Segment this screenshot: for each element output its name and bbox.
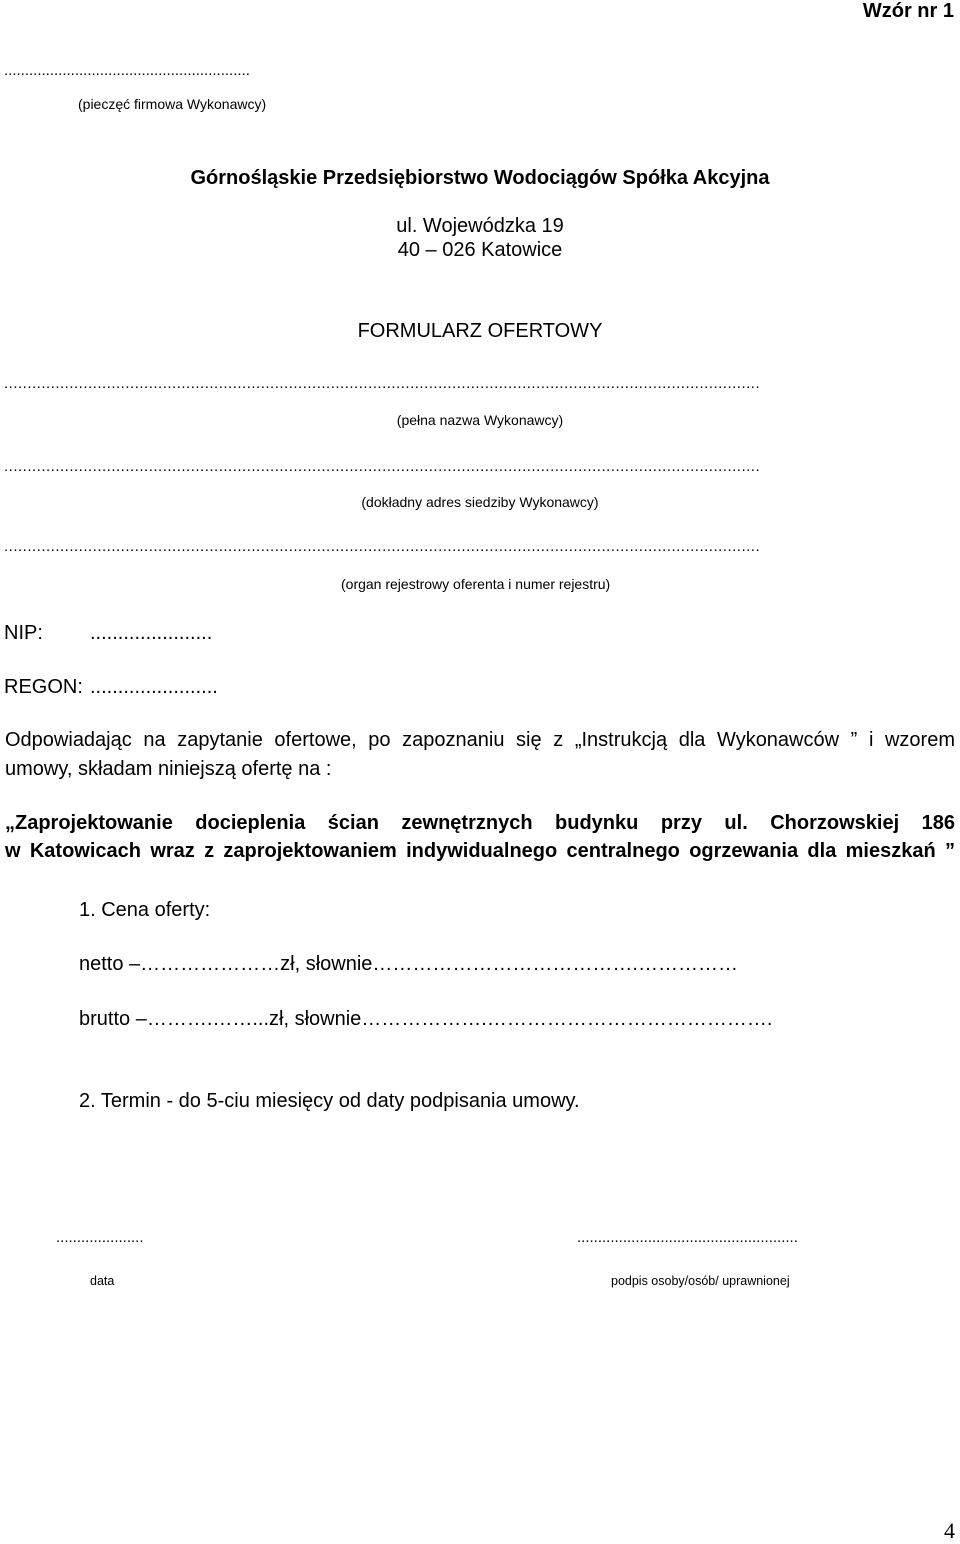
nip-label: NIP: xyxy=(4,622,43,644)
contractor-name-label: (pełna nazwa Wykonawcy) xyxy=(396,412,564,428)
regon-dots: ....................... xyxy=(90,676,218,698)
subject-line-1: „Zaprojektowanie docieplenia ścian zewnętrznych budynku przy ul. Chorzowskiej 186 xyxy=(5,812,955,834)
regon-label: REGON: xyxy=(4,676,83,698)
addressee-street: ul. Wojewódzka 19 xyxy=(396,215,564,237)
page-number: 4 xyxy=(944,1518,955,1543)
intro-line-1: Odpowiadając na zapytanie ofertowe, po zapoznaniu się z „Instrukcją dla Wykonawców ” i wzorem xyxy=(5,729,955,751)
price-brutto: brutto –……….……...zł, słownie……………….……………………………………. xyxy=(79,1008,773,1030)
term: 2. Termin - do 5-ciu miesięcy od daty podpisania umowy. xyxy=(79,1090,580,1112)
addressee-city: 40 – 026 Katowice xyxy=(397,239,563,261)
contractor-address-label: (dokładny adres siedziby Wykonawcy) xyxy=(361,494,599,510)
date-dots: ..................... xyxy=(56,1229,144,1246)
contractor-registry-dots: .................................................................................................................................................................. xyxy=(4,538,761,555)
subject-line-2: w Katowicach wraz z zaprojektowaniem indywidualnego centralnego ogrzewania dla mieszkań ” xyxy=(5,840,955,862)
stamp-dots: ........................................................... xyxy=(4,62,250,79)
contractor-address-dots: .................................................................................................................................................................. xyxy=(4,458,761,475)
stamp-label: (pieczęć firmowa Wykonawcy) xyxy=(78,96,267,112)
addressee-name: Górnośląskie Przedsiębiorstwo Wodociągów Spółka Akcyjna xyxy=(190,167,770,189)
signature-label: podpis osoby/osób/ uprawnionej xyxy=(611,1274,790,1288)
price-netto: netto –…………………zł, słownie………………………………….…………… xyxy=(79,953,738,975)
intro-line-2: umowy, składam niniejszą ofertę na : xyxy=(5,758,332,780)
form-title: FORMULARZ OFERTOWY xyxy=(357,320,603,342)
date-label: data xyxy=(90,1274,115,1288)
contractor-name-dots: .................................................................................................................................................................. xyxy=(4,375,761,392)
contractor-registry-label: (organ rejestrowy oferenta i numer rejestru) xyxy=(341,576,611,592)
nip-dots: ...................... xyxy=(90,622,213,644)
signature-dots: ..................................................... xyxy=(577,1229,798,1246)
template-number: Wzór nr 1 xyxy=(862,0,954,22)
price-heading: 1. Cena oferty: xyxy=(79,899,211,921)
